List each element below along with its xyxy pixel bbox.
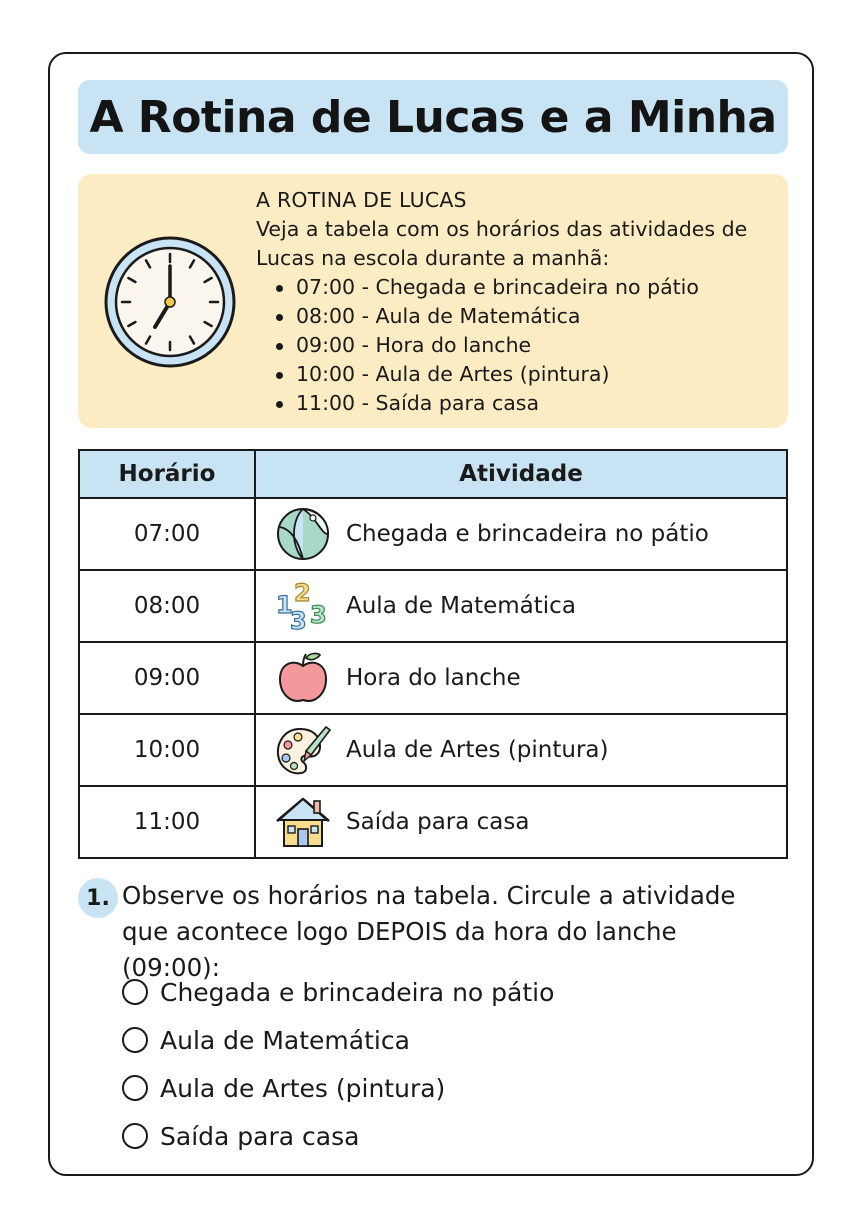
activity-label: Saída para casa [346,809,530,835]
palette-icon [274,721,332,779]
time-cell: 09:00 [79,642,255,714]
option-chegada[interactable] [122,968,554,1016]
list-item: 10:00 - Aula de Artes (pintura) [296,360,776,389]
radio-circle[interactable] [122,1027,148,1053]
option-label: Aula de Artes (pintura) [160,1073,446,1103]
header-activity: Atividade [255,450,787,498]
schedule-list [256,273,776,418]
table-row [79,570,787,642]
option-label: Chegada e brincadeira no pátio [160,977,555,1007]
header-time: Horário [79,450,255,498]
time-cell: 10:00 [79,714,255,786]
option-saida[interactable] [122,1112,554,1160]
table-row [79,714,787,786]
time-cell: 07:00 [79,498,255,570]
activity-cell [255,714,787,786]
question-number: 1. [78,878,118,918]
beach-ball-icon [274,505,332,563]
list-item: 09:00 - Hora do lanche [296,331,776,360]
radio-circle[interactable] [122,979,148,1005]
option-matematica[interactable] [122,1016,554,1064]
info-heading: A ROTINA DE LUCAS [256,188,467,212]
radio-circle[interactable] [122,1075,148,1101]
list-item: 07:00 - Chegada e brincadeira no pátio [296,273,776,302]
option-label: Aula de Matemática [160,1025,410,1055]
activity-cell [255,642,787,714]
list-item: 11:00 - Saída para casa [296,389,776,418]
svg-text:1: 1 [276,591,293,619]
page-title: A Rotina de Lucas e a Minha [89,91,777,143]
numbers-icon [274,577,332,635]
table-row [79,642,787,714]
clock-icon [100,232,240,372]
svg-text:3: 3 [310,601,327,629]
option-artes[interactable] [122,1064,554,1112]
radio-circle[interactable] [122,1123,148,1149]
answer-options [122,968,554,1160]
title-banner [78,80,788,154]
activity-label: Aula de Artes (pintura) [346,737,609,763]
table-row [79,498,787,570]
time-cell: 08:00 [79,570,255,642]
apple-icon [274,649,332,707]
option-label: Saída para casa [160,1121,360,1151]
svg-text:2: 2 [294,579,311,607]
time-cell: 11:00 [79,786,255,858]
table-header-row [79,450,787,498]
table-row [79,786,787,858]
activity-label: Hora do lanche [346,665,521,691]
info-description: Veja a tabela com os horários das atividades de Lucas na escola durante a manhã: [256,217,748,270]
activity-label: Chegada e brincadeira no pátio [346,521,709,547]
activity-cell [255,498,787,570]
house-icon [274,793,332,851]
activity-cell [255,570,787,642]
schedule-table [78,449,788,859]
svg-text:3: 3 [290,607,307,635]
activity-label: Aula de Matemática [346,593,576,619]
question-text: Observe os horários na tabela. Circule a atividade que acontece logo DEPOIS da hora do lanche (09:00): [122,881,736,982]
list-item: 08:00 - Aula de Matemática [296,302,776,331]
activity-cell [255,786,787,858]
info-text [256,186,776,418]
